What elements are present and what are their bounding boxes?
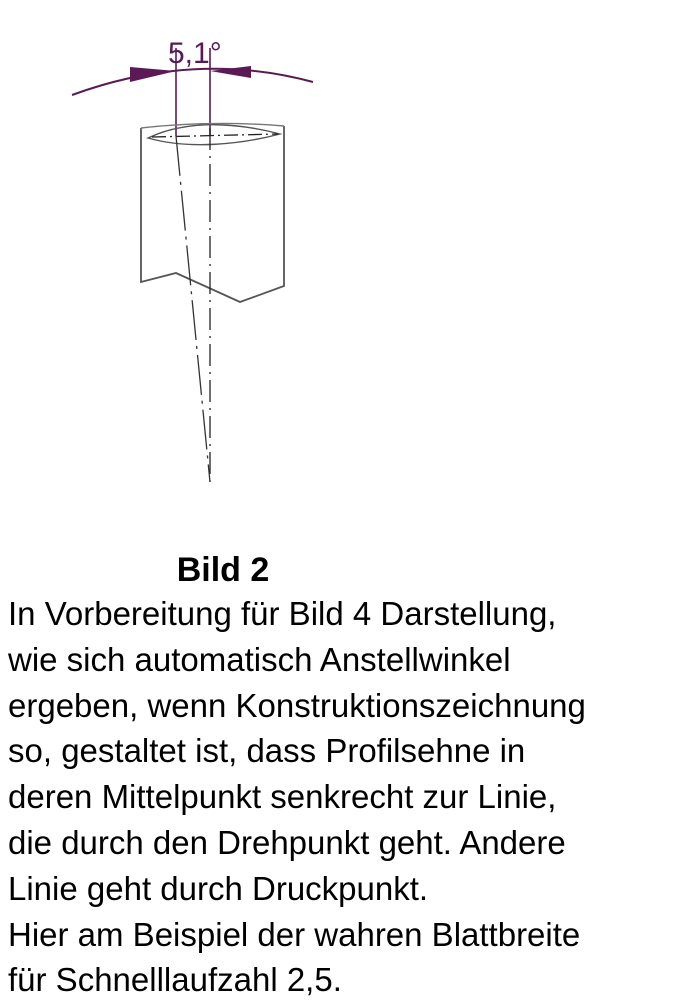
paragraph-line: so, gestaltet ist, dass Profilsehne in	[8, 732, 526, 770]
dimension-arc	[72, 69, 313, 95]
angle-label: 5,1°	[168, 37, 222, 70]
pressure-point-line	[176, 136, 210, 482]
paragraph-line: Hier am Beispiel der wahren Blattbreite	[8, 915, 581, 953]
paragraph-line: wie sich automatisch Anstellwinkel	[8, 640, 511, 678]
paragraph-line: deren Mittelpunkt senkrecht zur Linie,	[8, 778, 557, 816]
profile-chord	[152, 134, 278, 137]
figure-caption: Bild 2	[176, 551, 270, 589]
description-paragraph	[8, 591, 694, 1003]
paragraph-line: Linie geht durch Druckpunkt.	[8, 869, 429, 907]
paragraph-line: ergeben, wenn Konstruktionszeichnung	[8, 686, 586, 724]
blade-outline	[141, 126, 284, 302]
paragraph-line: für Schnelllaufzahl 2,5.	[8, 961, 342, 999]
paragraph-line: In Vorbereitung für Bild 4 Darstellung,	[8, 595, 557, 632]
paragraph-line: die durch den Drehpunkt geht. Andere	[8, 823, 566, 861]
